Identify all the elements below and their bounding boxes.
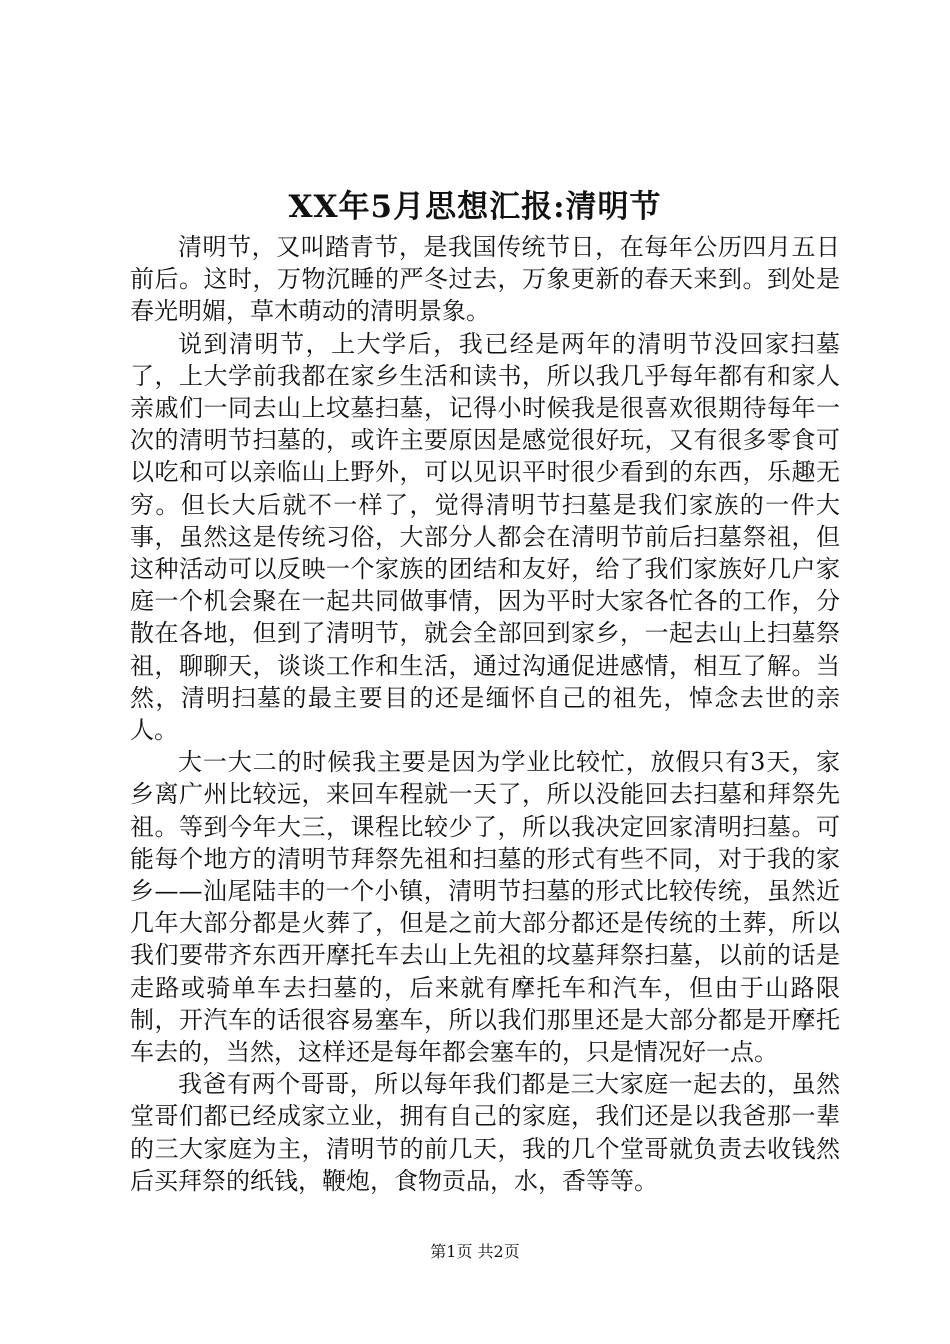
paragraph-2: 说到清明节，上大学后，我已经是两年的清明节没回家扫墓了，上大学前我都在家乡生活和读书，所以我几乎每年都有和家人亲戚们一同去山上坟墓扫墓，记得小时候我是很喜欢很期待每年一次的清明节扫墓的，或许主要原因是感觉很好玩，又有很多零食可以吃和可以亲临山上野外，可以见识平时很少看到的东西，乐趣无穷。但长大后就不一样了，觉得清明节扫墓是我们家族的一件大事，虽然这是传统习俗，大部分人都会在清明节前后扫墓祭祖，但这种活动可以反映一个家族的团结和友好，给了我们家族好几户家庭一个机会聚在一起共同做事情，因为平时大家各忙各的工作，分散在各地，但到了清明节，就会全部回到家乡，一起去山上扫墓祭祖，聊聊天，谈谈工作和生活，通过沟通促进感情，相互了解。当然，清明扫墓的最主要目的还是缅怀自己的祖先，悼念去世的亲人。 [130,329,840,745]
document-body [130,231,840,1197]
page-number-footer: 第1页 共2页 [430,1242,520,1261]
document-title: XX年5月思想汇报:清明节 [288,189,662,225]
paragraph-3: 大一大二的时候我主要是因为学业比较忙，放假只有3天，家乡离广州比较远，来回车程就一天了，所以没能回去扫墓和拜祭先祖。等到今年大三，课程比较少了，所以我决定回家清明扫墓。可能每个地方的清明节拜祭先祖和扫墓的形式有些不同，对于我的家乡——汕尾陆丰的一个小镇，清明节扫墓的形式比较传统，虽然近几年大部分都是火葬了，但是之前大部分都还是传统的土葬，所以我们要带齐东西开摩托车去山上先祖的坟墓拜祭扫墓，以前的话是走路或骑单车去扫墓的，后来就有摩托车和汽车，但由于山路限制，开汽车的话很容易塞车，所以我们那里还是大部分都是开摩托车去的，当然，这样还是每年都会塞车的，只是情况好一点。 [130,748,840,1067]
paragraph-1: 清明节，又叫踏青节，是我国传统节日，在每年公历四月五日前后。这时，万物沉睡的严冬过去，万象更新的春天来到。到处是春光明媚，草木萌动的清明景象。 [130,233,840,326]
paragraph-4: 我爸有两个哥哥，所以每年我们都是三大家庭一起去的，虽然堂哥们都已经成家立业，拥有自己的家庭，我们还是以我爸那一辈的三大家庭为主，清明节的前几天，我的几个堂哥就负责去收钱然后买拜祭的纸钱，鞭炮，食物贡品，水，香等等。 [130,1070,840,1195]
